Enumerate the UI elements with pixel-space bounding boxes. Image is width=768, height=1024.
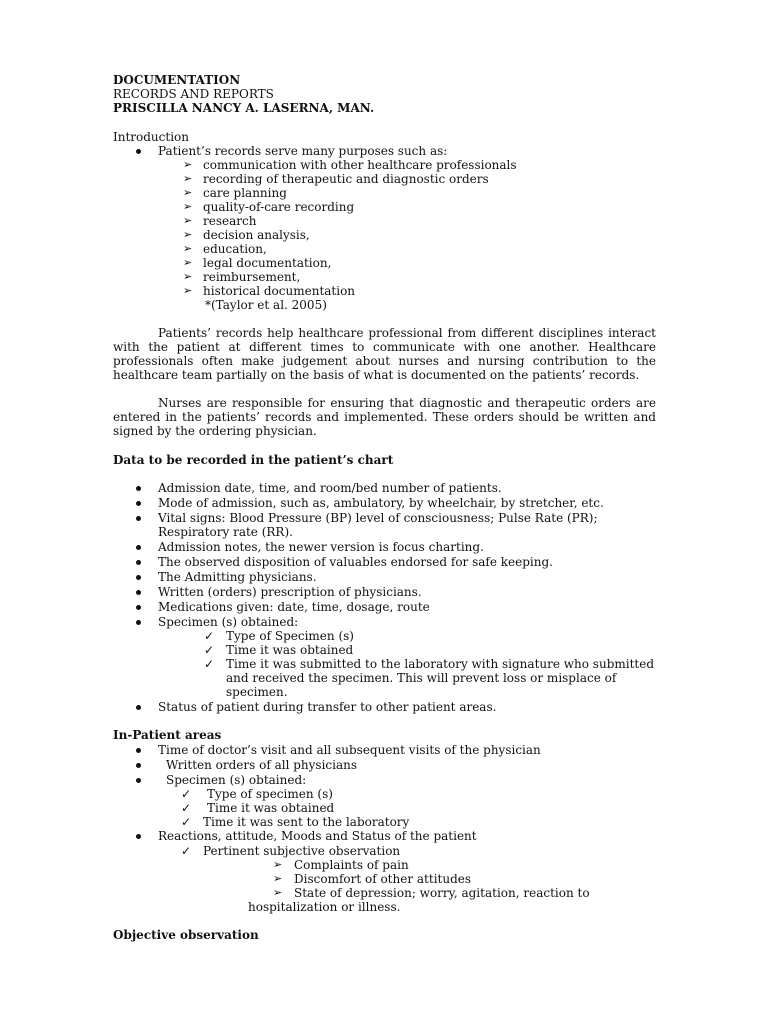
purpose-item: decision analysis, xyxy=(203,228,310,242)
intro-bullet: Patient’s records serve many purposes such as: xyxy=(158,144,448,158)
paragraph-line: with the patient at different times to communicate with one another. Healthcare xyxy=(113,340,656,354)
bullet-icon xyxy=(136,486,141,491)
bullet-icon xyxy=(136,545,141,550)
objective-heading: Objective observation xyxy=(113,928,259,942)
chart-item: Mode of admission, such as, ambulatory, by wheelchair, by stretcher, etc. xyxy=(158,496,604,510)
check-icon: ✓ xyxy=(204,643,215,657)
specimen-check-continued: specimen. xyxy=(226,685,288,699)
bullet-icon xyxy=(136,590,141,595)
specimen-check-item: Time it was obtained xyxy=(226,643,354,657)
purpose-item: recording of therapeutic and diagnostic orders xyxy=(203,172,489,186)
subjective-item-continued: hospitalization or illness. xyxy=(248,900,401,914)
chart-item: Admission date, time, and room/bed number of patients. xyxy=(158,481,502,495)
bullet-icon xyxy=(136,834,141,839)
check-icon: ✓ xyxy=(204,629,215,643)
paragraph-line: Nurses are responsible for ensuring that diagnostic and therapeutic orders are xyxy=(158,396,656,410)
paragraph-line: healthcare team partially on the basis of what is documented on the patients’ records. xyxy=(113,368,640,382)
inpatient-check-item: Time it was obtained xyxy=(207,801,335,815)
bullet-icon xyxy=(136,705,141,710)
arrow-bullet-icon: ➢ xyxy=(183,172,193,185)
chart-item: Written (orders) prescription of physicians. xyxy=(158,585,422,599)
bullet-icon xyxy=(136,748,141,753)
bullet-icon xyxy=(136,149,141,154)
arrow-bullet-icon: ➢ xyxy=(183,256,193,269)
chart-item: The observed disposition of valuables endorsed for safe keeping. xyxy=(158,555,553,569)
arrow-bullet-icon: ➢ xyxy=(183,200,193,213)
check-icon: ✓ xyxy=(181,787,192,801)
paragraph-line: signed by the ordering physician. xyxy=(113,424,317,438)
bullet-icon xyxy=(136,501,141,506)
specimen-check-continued: and received the specimen. This will prevent loss or misplace of xyxy=(226,671,617,685)
purpose-item: quality-of-care recording xyxy=(203,200,355,214)
arrow-bullet-icon: ➢ xyxy=(183,270,193,283)
doc-title: DOCUMENTATION xyxy=(113,73,241,87)
check-icon: ✓ xyxy=(181,844,192,858)
subjective-check: Pertinent subjective observation xyxy=(203,844,401,858)
inpatient-check-item: Time it was sent to the laboratory xyxy=(203,815,410,829)
arrow-bullet-icon: ➢ xyxy=(273,858,283,871)
inpatient-item: Time of doctor’s visit and all subsequent visits of the physician xyxy=(158,743,541,757)
chart-item-continued: Respiratory rate (RR). xyxy=(158,525,293,539)
intro-heading: Introduction xyxy=(113,130,189,144)
arrow-bullet-icon: ➢ xyxy=(183,186,193,199)
specimen-check-item: Time it was submitted to the laboratory with signature who submitted xyxy=(226,657,655,671)
paragraph-line: Patients’ records help healthcare professional from different disciplines interact xyxy=(158,326,656,340)
inpatient-heading: In-Patient areas xyxy=(113,728,222,742)
purpose-item: research xyxy=(203,214,257,228)
specimen-check-item: Type of Specimen (s) xyxy=(226,629,354,643)
paragraph-line: entered in the patients’ records and implemented. These orders should be written and xyxy=(113,410,656,424)
arrow-bullet-icon: ➢ xyxy=(183,242,193,255)
chart-item: Specimen (s) obtained: xyxy=(158,615,299,629)
arrow-bullet-icon: ➢ xyxy=(273,886,283,899)
reactions-item: Reactions, attitude, Moods and Status of the patient xyxy=(158,829,477,843)
purpose-item: education, xyxy=(203,242,267,256)
bullet-icon xyxy=(136,560,141,565)
doc-subtitle: RECORDS AND REPORTS xyxy=(113,87,274,101)
bullet-icon xyxy=(136,605,141,610)
bullet-icon xyxy=(136,763,141,768)
inpatient-check-item: Type of specimen (s) xyxy=(207,787,333,801)
arrow-bullet-icon: ➢ xyxy=(183,284,193,297)
bullet-icon xyxy=(136,516,141,521)
inpatient-item: Specimen (s) obtained: xyxy=(166,773,307,787)
paragraph-line: professionals often make judgement about nurses and nursing contribution to the xyxy=(113,354,656,368)
bullet-icon xyxy=(136,778,141,783)
arrow-bullet-icon: ➢ xyxy=(183,214,193,227)
chart-item: Vital signs: Blood Pressure (BP) level of consciousness; Pulse Rate (PR); xyxy=(158,511,598,525)
purpose-item: communication with other healthcare professionals xyxy=(203,158,517,172)
chart-item: Admission notes, the newer version is focus charting. xyxy=(158,540,484,554)
arrow-bullet-icon: ➢ xyxy=(183,228,193,241)
citation: *(Taylor et al. 2005) xyxy=(205,298,327,312)
check-icon: ✓ xyxy=(181,815,192,829)
subjective-item: State of depression; worry, agitation, reaction to xyxy=(294,886,590,900)
bullet-icon xyxy=(136,575,141,580)
subjective-item: Discomfort of other attitudes xyxy=(294,872,472,886)
purpose-item: legal documentation, xyxy=(203,256,332,270)
check-icon: ✓ xyxy=(204,657,215,671)
purpose-item: reimbursement, xyxy=(203,270,301,284)
purpose-item: care planning xyxy=(203,186,287,200)
arrow-bullet-icon: ➢ xyxy=(183,158,193,171)
purpose-item: historical documentation xyxy=(203,284,356,298)
chart-item: Medications given: date, time, dosage, route xyxy=(158,600,430,614)
bullet-icon xyxy=(136,620,141,625)
chart-item: The Admitting physicians. xyxy=(158,570,317,584)
subjective-item: Complaints of pain xyxy=(294,858,409,872)
doc-author: PRISCILLA NANCY A. LASERNA, MAN. xyxy=(113,101,375,115)
inpatient-item: Written orders of all physicians xyxy=(166,758,358,772)
arrow-bullet-icon: ➢ xyxy=(273,872,283,885)
check-icon: ✓ xyxy=(181,801,192,815)
chart-heading: Data to be recorded in the patient’s chart xyxy=(113,453,394,467)
status-item: Status of patient during transfer to other patient areas. xyxy=(158,700,497,714)
